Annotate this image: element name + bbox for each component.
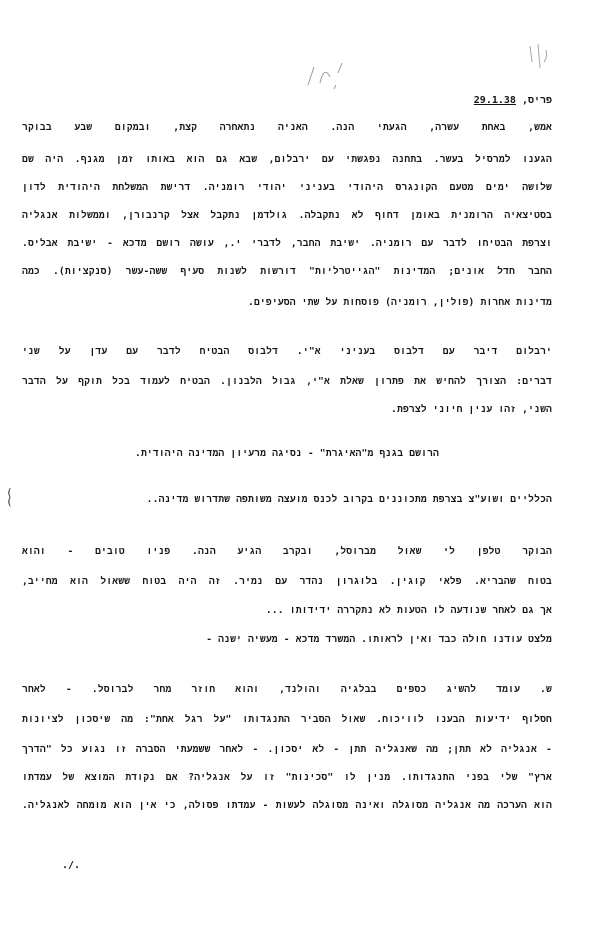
text-line: השני, זהו ענין חיוני לצרפת. bbox=[391, 404, 552, 415]
text-line: בטוח שהבריא. פלאי קוגין. בלוגרון נהדר עם נמיר. זה היה בטוח ששאול הוא מחייב, bbox=[22, 576, 552, 587]
handwritten-scribble bbox=[300, 55, 370, 95]
text-line: הגענו למרסיל בעשר. בתחנה נפגשתי עם ירבלום, שבא גם הוא באותו זמן מגנף. היה שם bbox=[22, 154, 552, 165]
text-line: בסטיצאיה הרומנית באומן דחוף לא נתקבלה. גולדמן נתקבל אצל קרנבורן, וממשלות אנגליה bbox=[22, 210, 552, 221]
text-line: ירבלום דיבר עם דלבוס בעניני א"י. דלבוס הבטיח לדבר עם עדן על שני bbox=[22, 346, 552, 357]
margin-mark: ( ( bbox=[6, 486, 13, 508]
text-line: שלושה ימים מטעם הקונגרס היהודי בעניני יהודי רומניה. דרישת המשלחת היהודית לדון bbox=[22, 182, 552, 193]
text-line: חסלוף ידיעות הבענו לוויכוח. שאול הסביר התנגדותו "על רגל אחת": מה שיסכון לציונות bbox=[22, 714, 552, 725]
text-line: דברים: הצורך להחיש את פתרון שאלת א"י, גבול הלבנון. הבטיח לעמוד בכל תוקף על הדבר bbox=[22, 376, 552, 387]
end-mark: ./. bbox=[62, 860, 81, 871]
text-line: הרושם בגנף מ"האיגרת" - נסיגה מרעיון המדינה היהודית. bbox=[134, 448, 440, 459]
text-line: הכלליים ושוע"צ בצרפת מתכוננים בקרוב לכנס מועצה משותפה שתדרוש מדינה.. bbox=[146, 494, 552, 505]
text-line: ש. עומד להשיג כספים בבלגיה והולנד, והוא חוזר מחר לברוסל. - לאחר bbox=[22, 684, 552, 695]
text-line: מלצט עודנו חולה כבד ואין לראותו. המשרד מדכא - מעשיה ישנה - bbox=[206, 634, 552, 645]
text-line: - אנגליה לא תתן; מה שאנגליה תתן - לא יסכון. - לאחר ששמעתי הסברה זו נגוע כל "הדרך bbox=[22, 744, 552, 755]
text-line: ארץ" שלי בפני התנגדותו. מנין לו "סכינות" זו על אנגליה? אם נקודת המוצא של עמדתו bbox=[22, 772, 552, 783]
text-line: החבר חדל אונים; המדינות "הגייטרליות" דורשות לשנות סעיף ששה-עשר (סנקציות). כמה bbox=[22, 266, 552, 277]
text-line: אך גם לאחר שנודעה לו הטעות לא נתקררה ידידותו ... bbox=[265, 605, 552, 616]
text-line: הוא הערכה מה אנגליה מסוגלה ואינה מסוגלה לעשות - עמדתו פסולה, כי אין הוא מומחה לאנגליה. bbox=[22, 800, 552, 811]
text-line: מדינות אחרות (פולין, רומניה) פוסחות על שתי הסעיפים. bbox=[247, 297, 552, 308]
dateline bbox=[474, 95, 552, 107]
text-line: אמש, באחת עשרה, הגעתי הנה. האניה נתאחרה קצת, ובמקום שבע בבוקר bbox=[22, 122, 552, 133]
dateline-date: 29.1.38 bbox=[473, 95, 516, 106]
handwritten-scribble-2 bbox=[520, 38, 560, 78]
dateline-place: פריס, bbox=[521, 95, 552, 106]
text-line: הבוקר טלפן לי שאול מברוסל, ובקרב הגיע הנה. פניו טובים - והוא bbox=[22, 546, 552, 557]
text-line: וצרפת הבטיחו לדבר עם רומניה. ישיבת החבר, לדברי י., עושה רושם מדכא - ישיבת אבליס. bbox=[22, 238, 552, 249]
